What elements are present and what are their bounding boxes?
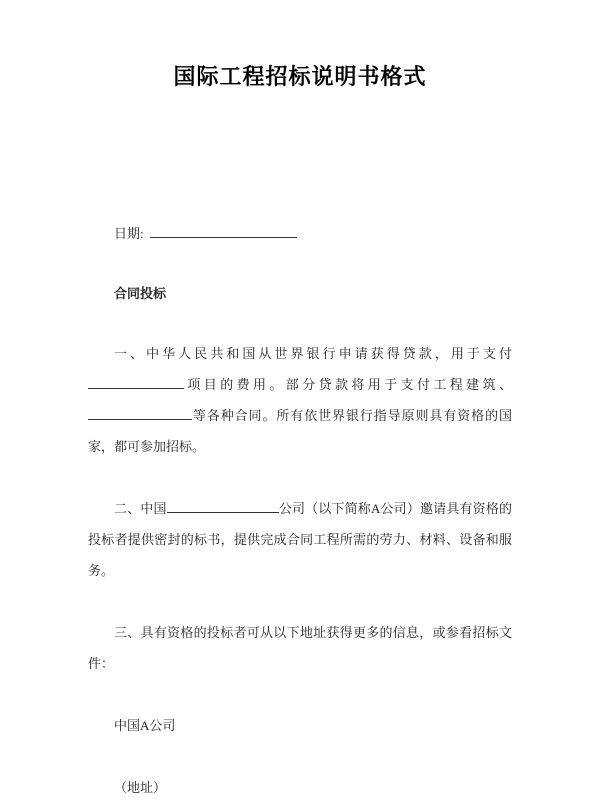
address-line: （地址） — [114, 780, 167, 795]
paragraph-1-text-2: 项目的费用。部分贷款将用于支付工程建筑、 — [184, 377, 512, 392]
paragraph-2-blank-1 — [167, 499, 279, 513]
date-label: 日期: — [114, 226, 144, 241]
paragraph-1-blank-1 — [88, 375, 184, 389]
company-line: 中国A公司 — [114, 718, 176, 733]
document-title: 国际工程招标说明书格式 — [173, 64, 427, 89]
paragraph-1-text-3: 等各种合同。所有依世界银行指导原则具有资格的国家，都可参加招标。 — [88, 408, 512, 454]
paragraph-1-blank-2 — [88, 406, 192, 420]
paragraph-2-text-2: 公司（以下简称A公司）邀请具有资格的投标者提供密封的标书，提供完成合同工程所需的劳力、材料、设备和服务。 — [88, 501, 512, 578]
paragraph-1 — [88, 338, 512, 462]
paragraph-2 — [88, 493, 512, 586]
date-blank-line — [150, 224, 297, 238]
paragraph-1-text-1: 一、中华人民共和国从世界银行申请获得贷款，用于支付 — [114, 346, 512, 361]
paragraph-2-text-1: 二、中国 — [114, 501, 167, 516]
paragraph-3: 三、具有资格的投标者可从以下地址获得更多的信息，或参看招标文件： — [88, 625, 512, 671]
section-heading: 合同投标 — [114, 286, 167, 301]
date-line — [88, 218, 512, 249]
